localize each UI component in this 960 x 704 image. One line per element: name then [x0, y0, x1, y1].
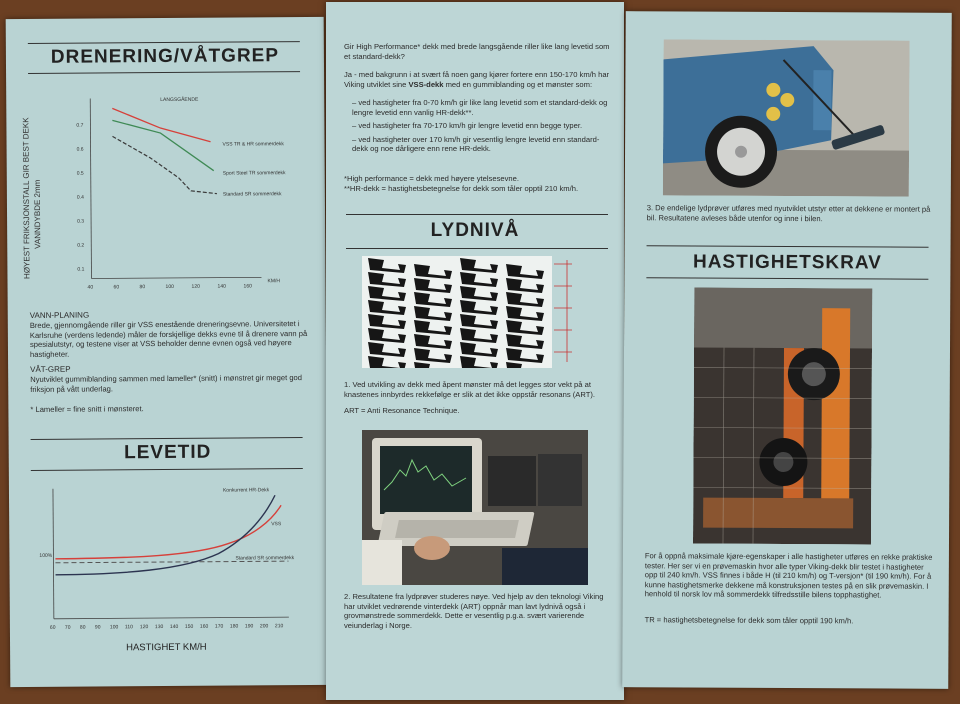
- drain-x-tick-label: 40: [87, 284, 94, 291]
- divider: [346, 248, 608, 249]
- high-performance-def: *High performance = dekk med høyere ytelsesevne.: [344, 174, 519, 183]
- drain-y-label-2: VANNDYBDE 2mm: [32, 179, 43, 249]
- life-x-tick-label: 170: [214, 623, 224, 630]
- divider: [647, 245, 929, 247]
- list-item: – ved hastigheter over 170 km/h gir vesentlig lengre levetid enn standard-dekk og noe dårligere enn rene HR-dekk.: [352, 134, 600, 154]
- test-machine-illustration: [693, 288, 872, 545]
- drain-x-tick-label: 120: [191, 283, 200, 290]
- vann-heading: VANN-PLANING: [29, 310, 90, 320]
- life-x-tick-label: 60: [49, 624, 56, 631]
- legend-competitor: Konkurrent HR-Dekk: [222, 487, 270, 494]
- life-x-tick-label: 100: [109, 624, 119, 631]
- test-machine-photo: [693, 288, 872, 545]
- intro-answer-part-1: Ja - med bakgrunn i at svært få noen gang kjører fortere enn 150-170 km/h har Viking utviklet sine: [344, 70, 610, 89]
- caption-1: 1. Ved utvikling av dekk med åpent mønster må det legges stor vekt på at knastenes innbyrdes rekkefølge er slik at det ikke oppstår resonans (ART).: [344, 380, 595, 399]
- caption-2: 2. Resultatene fra lydprøver studeres nøye. Ved hjelp av den teknologi Viking har utviklet vedrørende vinterdekk (ART) oppnår man lavt lydnivå også i grovmønstrede sommerdekk. Dette er vesentlig p.g.a. svært varierende veiunderlag i Norge.: [344, 592, 604, 630]
- life-y-ref: 100%: [39, 552, 53, 559]
- legend-vss: VSS TR & HR sommerdekk: [222, 141, 284, 148]
- intro-answer-part-2: med en gummiblanding og et mønster som:: [443, 79, 593, 89]
- noise-title: LYDNIVÅ: [430, 220, 520, 241]
- left-panel: [6, 17, 329, 687]
- legend-standard-life: Standard SR sommerdekk: [235, 555, 295, 562]
- legend-standard: Standard SR sommerdekk: [222, 191, 282, 198]
- drain-x-tick-label: 160: [243, 283, 252, 290]
- computer-illustration: [362, 430, 588, 585]
- life-x-tick-label: 190: [244, 623, 254, 630]
- list-item-text: ved hastigheter fra 0-70 km/h gir like lang levetid som et standard-dekk og lengre levetid enn vanlig HR-dekk**.: [352, 98, 608, 117]
- standard-curve: [112, 136, 216, 195]
- life-x-tick-label: 150: [184, 623, 194, 630]
- speed-text: For å oppnå maksimale kjøre-egenskaper i alle hastigheter utføres en rekke praktiske tester. Her ser vi en prøvemaskin hvor alle typer Viking-dekk blir testet i hastigheter opp til 240 km/h. VSS finnes i både H (til 210 km/h) og T-versjon* (til 190 km/h). For å kunne hastighetsmerke dekkene må konstruksjonen testes på en slik prøvemaskin. I henhold til norsk lov må sommerdekk tilfredsstille bilens topphastighet.: [644, 551, 933, 600]
- life-x-tick-label: 70: [64, 624, 71, 631]
- drain-inner-label: LANGSGÅENDE: [160, 96, 199, 104]
- bullet-list: [352, 98, 612, 154]
- computer-photo: [362, 430, 588, 585]
- life-x-tick-label: 110: [124, 624, 133, 631]
- footnote: * Lameller = fine snitt i mønsteret.: [30, 404, 144, 414]
- intro-answer: [344, 70, 612, 89]
- drain-y-tick-label: 0.7: [76, 122, 84, 129]
- life-x-tick-label: 90: [94, 624, 101, 631]
- life-x-tick-label: 120: [139, 624, 149, 631]
- drain-x-tick-label: 100: [165, 283, 174, 291]
- life-x-tick-label: 200: [259, 623, 269, 630]
- hr-def: **HR-dekk = hastighetsbetegnelse for dekk som tåler opptil 210 km/h.: [344, 184, 579, 193]
- drain-y-tick-label: 0.4: [76, 194, 84, 201]
- sport-steel-curve: [112, 120, 213, 172]
- drainage-chart: [10, 77, 312, 301]
- divider: [346, 214, 608, 215]
- car-illustration: [663, 39, 910, 196]
- middle-panel: [326, 2, 624, 700]
- legend-sport-steel: Sport Steel TR sommerdekk: [222, 170, 286, 177]
- drain-y-tick-label: 0.1: [77, 266, 85, 273]
- life-x-tick-label: 80: [79, 624, 86, 631]
- vat-text: Nyutviklet gummiblanding sammen med lameller* (snitt) i mønstret gir meget god friksjon på vått underlag.: [30, 373, 303, 394]
- tread-pattern-illustration: [362, 256, 592, 368]
- list-item: – ved hastigheter fra 0-70 km/h gir like lang levetid som et standard-dekk og lengre levetid enn vanlig HR-dekk**.: [352, 98, 608, 117]
- drainage-title: DRENERING/VÅTGREP: [50, 45, 280, 68]
- drain-y-tick-label: 0.6: [76, 146, 84, 153]
- drain-y-tick-label: 0.5: [76, 170, 84, 177]
- drain-y-tick-label: 0.2: [77, 242, 85, 249]
- life-x-tick-label: 140: [169, 623, 179, 630]
- intro-question: Gir High Performance* dekk med brede langsgående riller like lang levetid som et standard-dekk?: [344, 42, 610, 61]
- life-title: LEVETID: [124, 441, 212, 464]
- vat-heading: VÅT-GREP: [30, 364, 71, 374]
- life-x-tick-label: 210: [274, 623, 284, 630]
- drain-x-unit: KM/H: [267, 278, 281, 285]
- list-item-text: ved hastigheter fra 70-170 km/h gir lengre levetid enn begge typer.: [358, 121, 583, 131]
- life-x-label: HASTIGHET KM/H: [126, 641, 207, 654]
- divider: [31, 437, 303, 440]
- tr-def: TR = hastighetsbetegnelse for dekk som tåler opptil 190 km/h.: [644, 615, 854, 626]
- drain-x-tick-label: 80: [139, 284, 146, 291]
- car-test-photo: [663, 39, 910, 196]
- drain-y-label-1: HØYEST FRIKSJONSTALL GIR BEST DEKK: [21, 117, 32, 280]
- legend-vss-life: VSS: [271, 521, 282, 528]
- life-x-tick-label: 130: [154, 624, 164, 631]
- list-item-text: ved hastigheter over 170 km/h gir vesentlig lengre levetid enn standard-dekk og noe dårligere enn rene HR-dekk.: [352, 134, 600, 154]
- divider: [28, 71, 300, 74]
- divider: [31, 468, 303, 471]
- vss-curve: [112, 108, 210, 143]
- speed-title: HASTIGHETSKRAV: [692, 251, 882, 274]
- right-panel: [622, 11, 952, 689]
- life-chart: [13, 477, 314, 669]
- divider: [28, 41, 300, 44]
- vann-text: Brede, gjennomgående riller gir VSS enestående dreneringsevne. Universitetet i Karlsruhe (verdens ledende) måler de forskjellige dekks evne til å drenere vann på spesialutstyr, og testene viser at VSS beholder denne evnen også ved høyere hastigheter.: [29, 319, 308, 359]
- drain-y-tick-label: 0.3: [77, 218, 85, 225]
- drain-x-tick-label: 140: [217, 283, 226, 290]
- drain-x-tick-label: 60: [113, 284, 120, 291]
- divider: [646, 277, 928, 279]
- caption-3: 3. De endelige lydprøver utføres med nyutviklet utstyr etter at dekkene er montert på bil. Resultatene avleses både utenfor og inne i bilen.: [646, 203, 931, 223]
- vss-brand: VSS-dekk: [408, 79, 444, 89]
- life-x-tick-label: 180: [229, 623, 239, 630]
- life-x-tick-label: 160: [199, 623, 209, 630]
- list-item: – ved hastigheter fra 70-170 km/h gir lengre levetid enn begge typer.: [352, 121, 583, 131]
- art-def: ART = Anti Resonance Technique.: [344, 406, 460, 415]
